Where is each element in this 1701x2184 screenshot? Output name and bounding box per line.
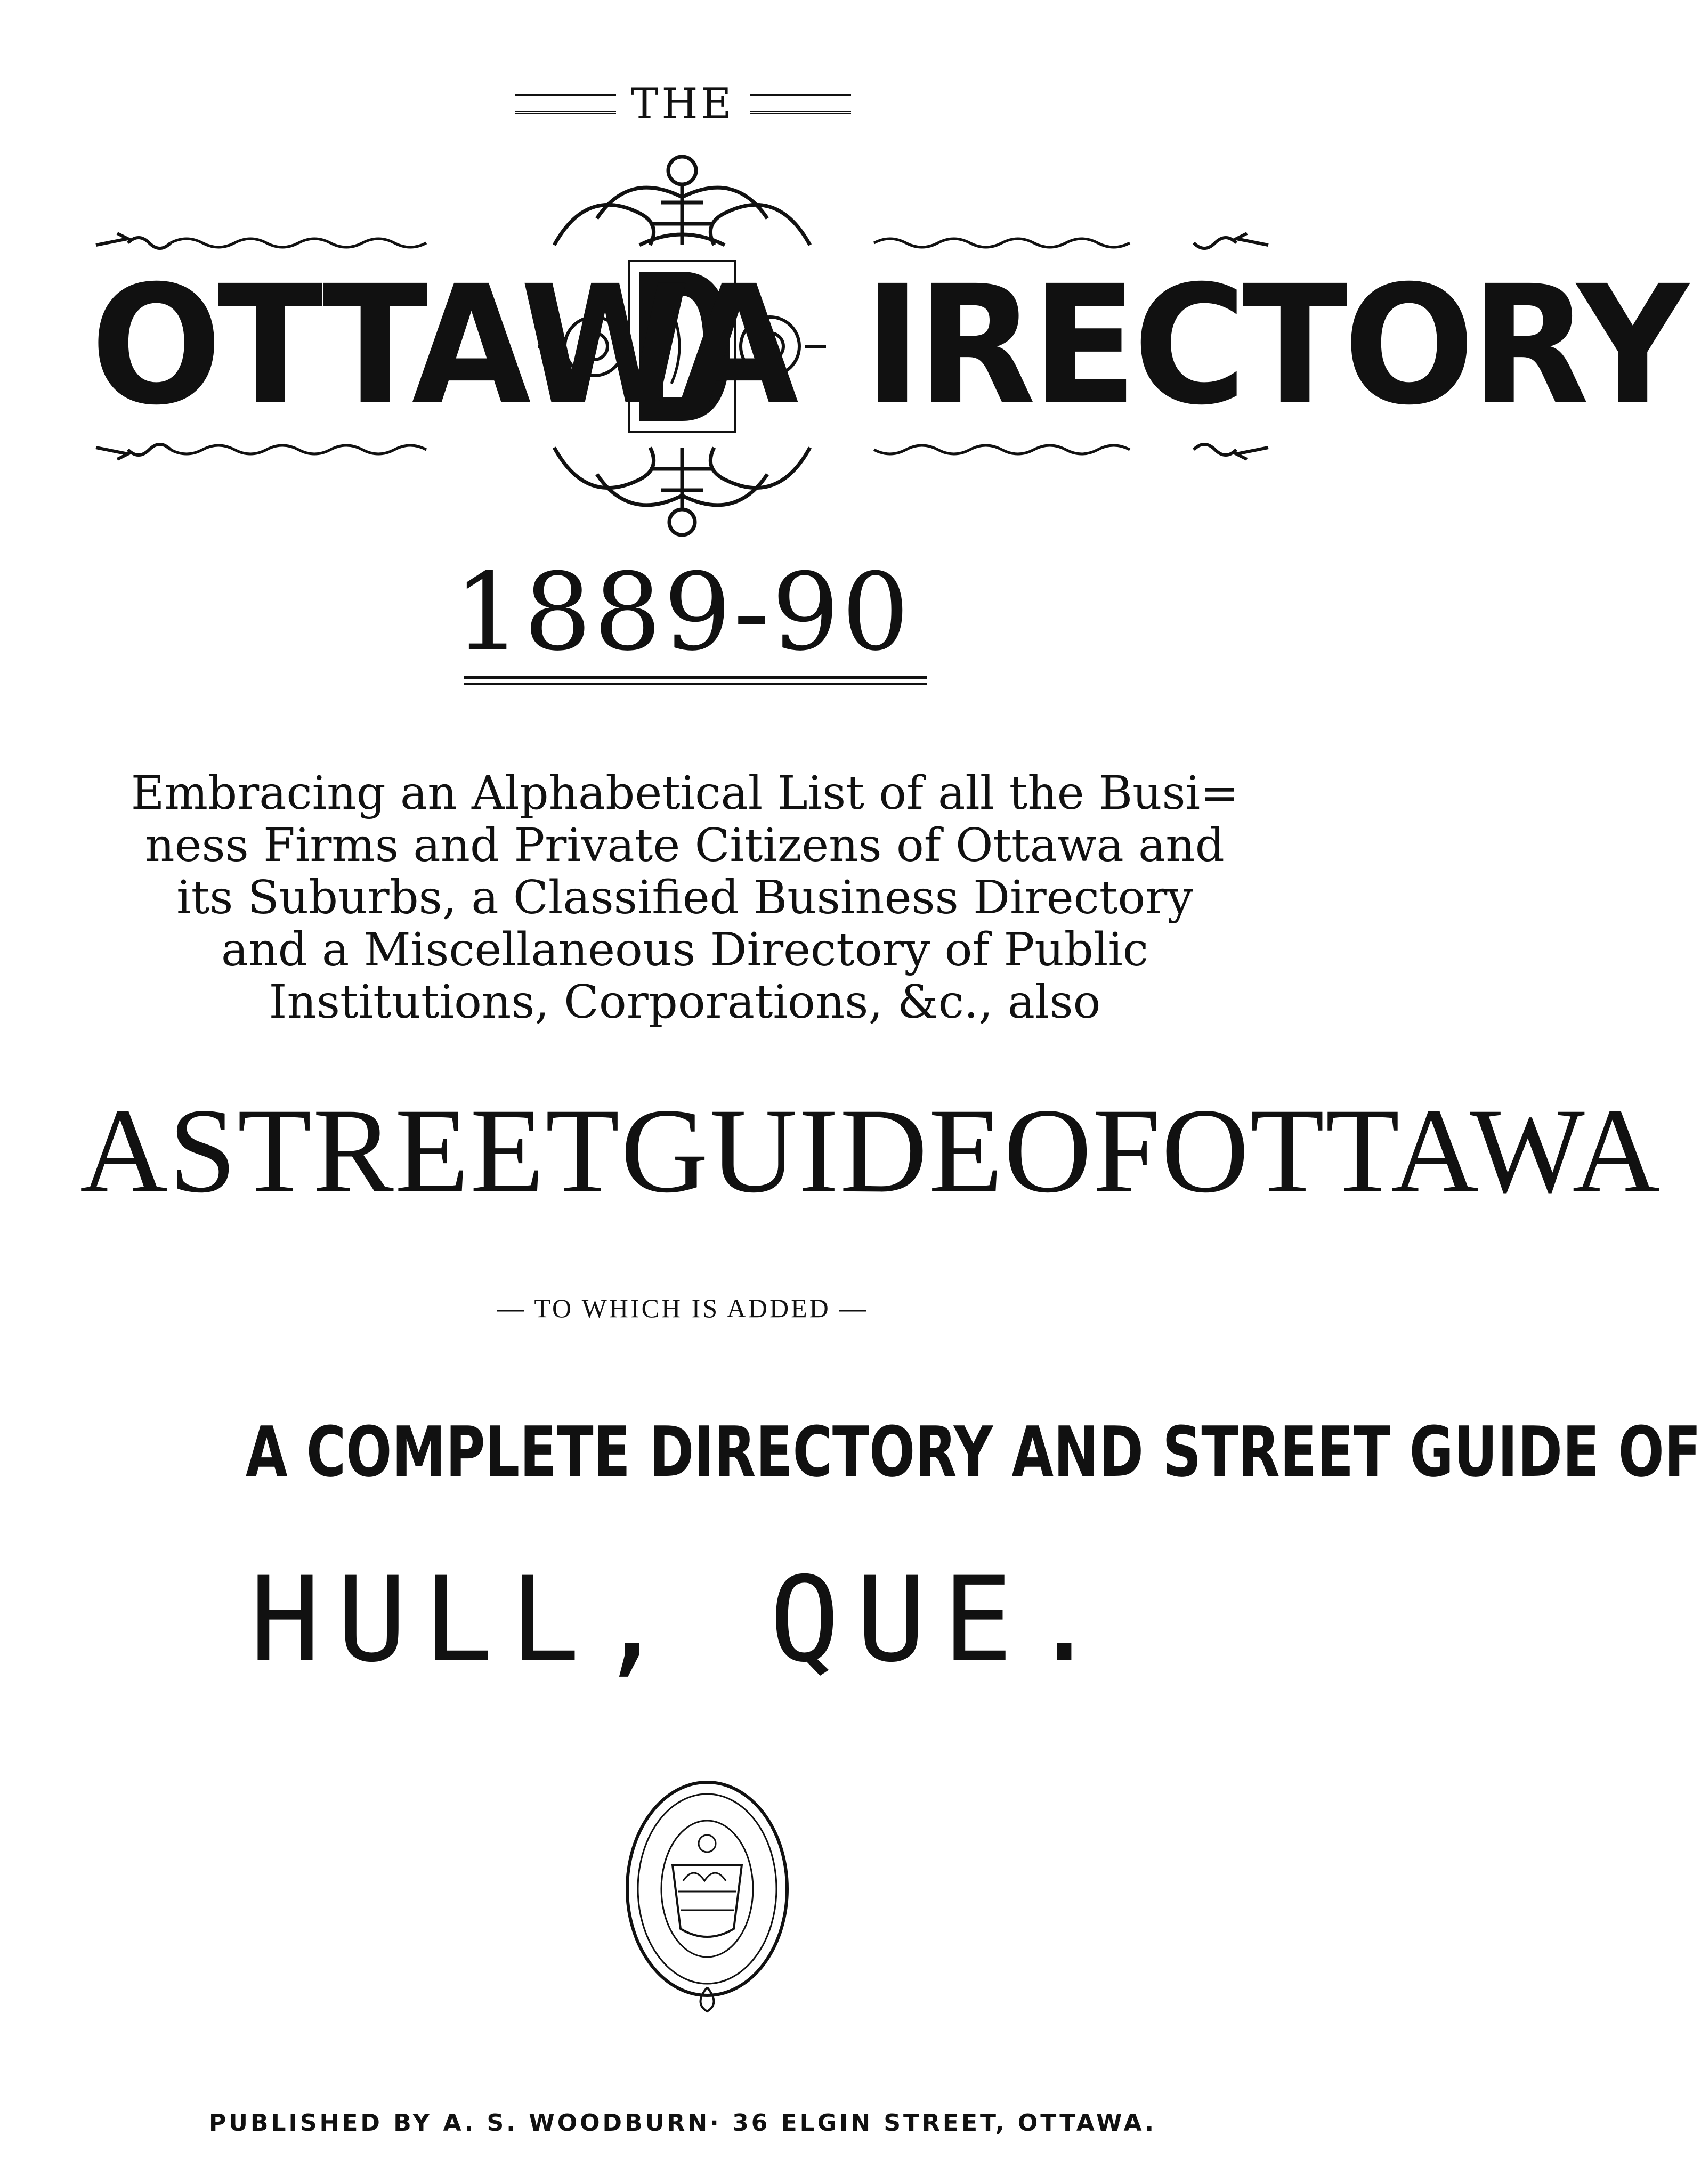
street-guide-word: A bbox=[80, 1084, 169, 1218]
city-seal-emblem bbox=[619, 1774, 795, 2014]
complete-directory-heading: A COMPLETE DIRECTORY AND STREET GUIDE OF bbox=[246, 1411, 1701, 1492]
title-ottawa: OTTAWA bbox=[91, 250, 795, 442]
year-rule-thin bbox=[464, 683, 927, 685]
right-wave-ornament bbox=[750, 94, 851, 114]
description-line: and a Miscellaneous Directory of Public bbox=[221, 923, 1149, 977]
description-block bbox=[91, 767, 1279, 1028]
title-row bbox=[91, 250, 1684, 442]
description-line: its Suburbs, a Classified Business Directory bbox=[176, 871, 1193, 924]
hull-heading: HULL, QUE. bbox=[249, 1552, 1116, 1688]
description-line: ness Firms and Private Citizens of Ottawa and bbox=[145, 819, 1225, 872]
street-guide-word: OF bbox=[1003, 1084, 1162, 1218]
description-line: Institutions, Corporations, &c., also bbox=[269, 976, 1101, 1029]
added-note: — TO WHICH IS ADDED — bbox=[497, 1293, 869, 1323]
street-guide-word: GUIDE bbox=[620, 1084, 1004, 1218]
title-irectory: IRECTORY bbox=[864, 250, 1684, 442]
left-wave-ornament bbox=[515, 94, 616, 114]
the-header bbox=[0, 80, 1365, 128]
the-label: THE bbox=[630, 80, 735, 128]
year-label: 1889-90 bbox=[453, 550, 912, 675]
description-line: Embracing an Alphabetical List of all the Busi= bbox=[131, 767, 1239, 820]
publisher-line: PUBLISHED BY A. S. WOODBURN· 36 ELGIN STREET, OTTAWA. bbox=[208, 2109, 1157, 2137]
street-guide-heading bbox=[80, 1084, 1662, 1218]
street-guide-word: OTTAWA bbox=[1161, 1084, 1662, 1218]
street-guide-word: STREET bbox=[168, 1084, 621, 1218]
year-rule bbox=[464, 676, 927, 679]
